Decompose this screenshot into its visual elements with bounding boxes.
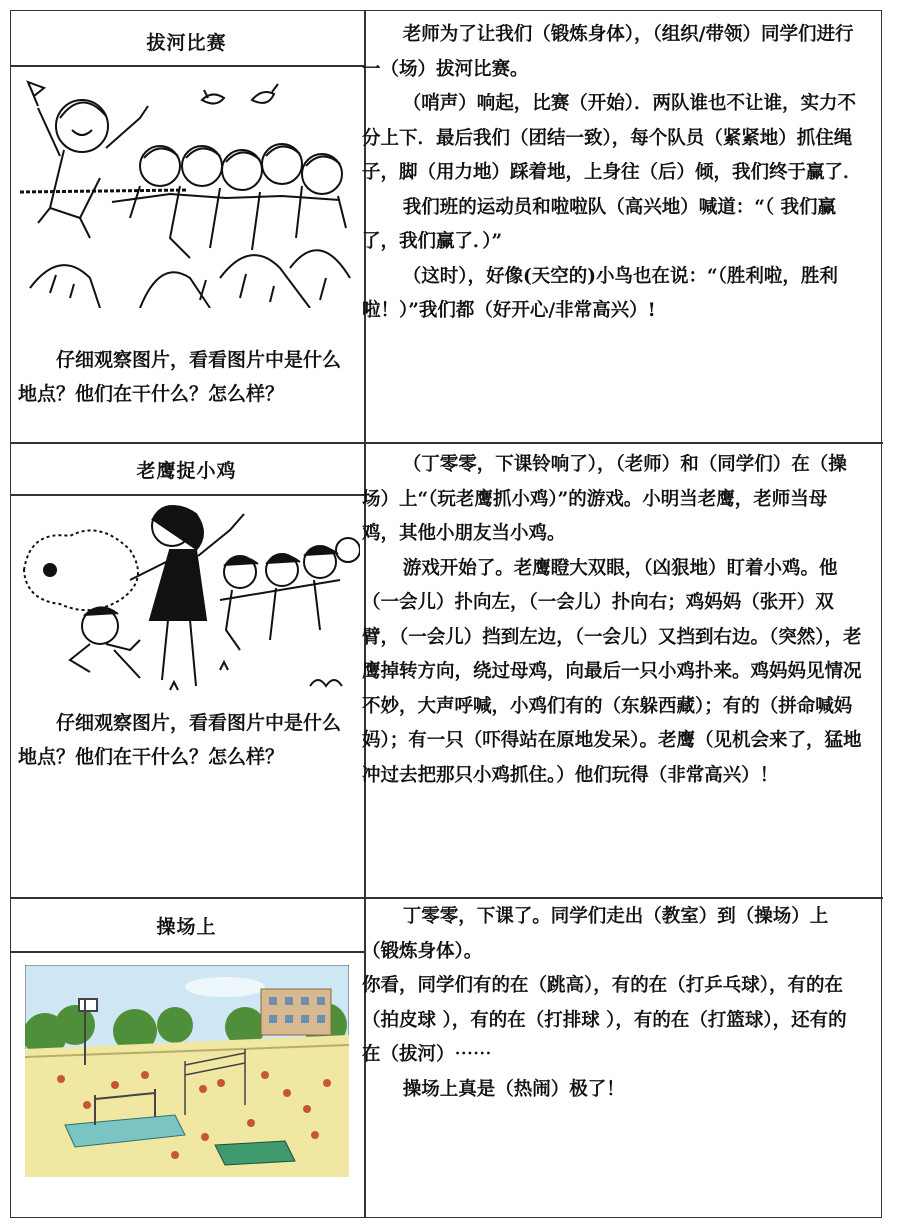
story-paragraph: （这时），好像(天空的)小鸟也在说：“（胜利啦，胜利啦！）”我们都（好开心/非常高兴）! [362, 265, 838, 321]
team-kids [112, 144, 346, 258]
row-divider [11, 897, 883, 899]
title-divider [11, 951, 364, 953]
title-divider [11, 494, 364, 496]
story-paragraph: 游戏开始了。老鹰瞪大双眼，（凶狠地）盯着小鸡。他（一会儿）扑向左，（一会儿）扑向右；鸡妈妈（张开）双臂，（一会儿）挡到左边，（一会儿）又挡到右边。（突然），老鹰掉转方向，绕过母鸡，向最后一只小鸡扑来。鸡妈妈见情况不妙，大声呼喊，小鸡们有的（东躲西藏）；有的（拼命喊妈妈）；有一只（吓得站在原地发呆）。老鹰（见机会来了，猛地冲过去把那只小鸡抓住。）他们玩得（非常高兴）！ [362, 557, 862, 786]
chick-kids [220, 538, 360, 650]
story-paragraph: 我们班的运动员和啦啦队（高兴地）喊道：“（ 我们赢了，我们赢了．）” [362, 196, 837, 252]
bird-icon [252, 84, 278, 103]
observation-prompt: 仔细观察图片，看看图片中是什么地点？他们在干什么？怎么样？ [18, 712, 342, 768]
story-paragraph: （丁零零，下课铃响了），（老师）和（同学们）在（操场）上“（玩老鹰抓小鸡）”的游戏。小明当老鹰，老师当母鸡，其他小朋友当小鸡。 [362, 454, 847, 544]
section-title-tug-of-war: 拔河比赛 [146, 32, 227, 54]
hills [30, 250, 350, 308]
playground-illustration [25, 965, 349, 1177]
ground [25, 1035, 349, 1177]
story-tug-of-war [362, 18, 864, 329]
row-divider [11, 442, 883, 444]
referee-head [56, 100, 108, 152]
story-paragraph: 你看，同学们有的在（跳高），有的在（打乒乓球），有的在（拍皮球 ），有的在（打排球 ），有的在（打篮球），还有的在（拔河）⋯⋯ [362, 975, 847, 1065]
flag-icon [28, 82, 44, 106]
school-building [261, 989, 331, 1035]
observation-prompt: 仔细观察图片，看看图片中是什么地点？他们在干什么？怎么样？ [18, 349, 342, 405]
tug-of-war-illustration [20, 78, 360, 308]
story-paragraph: 老师为了让我们（锻炼身体），（组织/带领）同学们进行一（场）拔河比赛。 [362, 24, 854, 80]
ping-pong-table [215, 1141, 295, 1165]
story-eagle-catches-chicks [362, 448, 864, 793]
rope [20, 190, 188, 192]
story-paragraph: 丁零零，下课了。同学们走出（教室）到（操场）上（锻炼身体）。 [362, 906, 829, 962]
section-title-eagle-catches-chicks: 老鹰捉小鸡 [136, 460, 237, 482]
eagle-chick-illustration [20, 500, 360, 700]
story-paragraph: （哨声）响起，比赛（开始）．两队谁也不让谁，实力不分上下．最后我们（团结一致），每个队员（紧紧地）抓住绳子，脚（用力地）踩着地，上身往（后）倾，我们终于赢了． [362, 93, 862, 183]
story-paragraph: 操场上真是（热闹）极了！ [402, 1078, 625, 1100]
title-divider [11, 65, 364, 67]
section-title-playground: 操场上 [156, 916, 217, 938]
bush [24, 530, 138, 610]
story-playground [362, 900, 864, 1107]
bird-icon [202, 90, 224, 104]
